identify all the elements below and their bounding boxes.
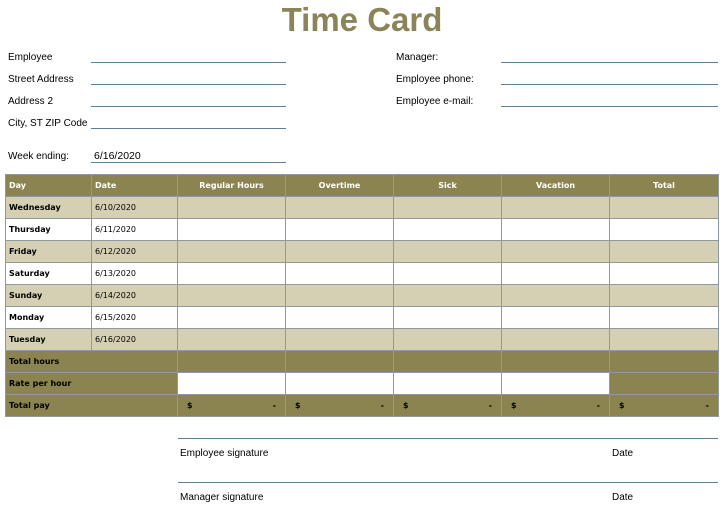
row-day: Tuesday [6, 329, 92, 351]
manager-signature-line[interactable] [178, 482, 718, 483]
table-row [6, 241, 719, 263]
header-date: Date [92, 175, 178, 197]
overtime-cell[interactable] [286, 329, 394, 351]
address2-field[interactable] [91, 106, 286, 107]
city-zip-field[interactable] [91, 128, 286, 129]
city-zip-label: City, ST ZIP Code [8, 118, 88, 129]
regular-hours-cell[interactable] [178, 285, 286, 307]
row-date: 6/14/2020 [92, 285, 178, 307]
pay-vacation [502, 395, 610, 417]
total-hours-row [6, 351, 719, 373]
row-date: 6/16/2020 [92, 329, 178, 351]
rate-per-hour-label: Rate per hour [6, 373, 178, 395]
row-day: Saturday [6, 263, 92, 285]
total-pay-label: Total pay [6, 395, 178, 417]
row-date: 6/12/2020 [92, 241, 178, 263]
header-overtime: Overtime [286, 175, 394, 197]
manager-signature-date-label: Date [612, 492, 634, 503]
row-day: Friday [6, 241, 92, 263]
employee-phone-label: Employee phone: [396, 74, 474, 85]
total-cell [610, 329, 719, 351]
sick-cell[interactable] [394, 307, 502, 329]
table-row [6, 197, 719, 219]
total-hours-label: Total hours [6, 351, 178, 373]
total-sick [394, 351, 502, 373]
page-title: Time Card [281, 1, 443, 38]
row-day: Sunday [6, 285, 92, 307]
vacation-cell[interactable] [502, 197, 610, 219]
regular-hours-cell[interactable] [178, 329, 286, 351]
sick-cell[interactable] [394, 219, 502, 241]
vacation-cell[interactable] [502, 307, 610, 329]
rate-overtime-cell[interactable] [286, 373, 394, 395]
total-pay-row [6, 395, 719, 417]
pay-regular [178, 395, 286, 417]
currency-symbol: $ [295, 401, 301, 410]
overtime-cell[interactable] [286, 241, 394, 263]
time-card-table [5, 174, 719, 417]
pay-overtime [286, 395, 394, 417]
total-cell [610, 219, 719, 241]
sick-cell[interactable] [394, 241, 502, 263]
address2-label: Address 2 [8, 96, 54, 107]
row-day: Thursday [6, 219, 92, 241]
total-regular-hours [178, 351, 286, 373]
street-address-field[interactable] [91, 84, 286, 85]
row-date: 6/13/2020 [92, 263, 178, 285]
employee-phone-field[interactable] [501, 84, 718, 85]
street-address-label: Street Address [8, 74, 74, 85]
overtime-cell[interactable] [286, 285, 394, 307]
pay-dash: - [380, 401, 384, 410]
manager-field[interactable] [501, 62, 718, 63]
currency-symbol: $ [511, 401, 517, 410]
week-ending-label: Week ending: [8, 151, 69, 162]
pay-dash: - [705, 401, 709, 410]
row-day: Monday [6, 307, 92, 329]
pay-dash: - [488, 401, 492, 410]
regular-hours-cell[interactable] [178, 219, 286, 241]
vacation-cell[interactable] [502, 241, 610, 263]
currency-symbol: $ [187, 401, 193, 410]
header-vacation: Vacation [502, 175, 610, 197]
employee-signature-line[interactable] [178, 438, 718, 439]
employee-signature-label: Employee signature [180, 448, 269, 459]
row-date: 6/10/2020 [92, 197, 178, 219]
employee-email-field[interactable] [501, 106, 718, 107]
vacation-cell[interactable] [502, 263, 610, 285]
total-overtime [286, 351, 394, 373]
header-regular-hours: Regular Hours [178, 175, 286, 197]
overtime-cell[interactable] [286, 263, 394, 285]
rate-total-cell [610, 373, 719, 395]
header-total: Total [610, 175, 719, 197]
rate-vacation-cell[interactable] [502, 373, 610, 395]
manager-signature-label: Manager signature [180, 492, 264, 503]
overtime-cell[interactable] [286, 307, 394, 329]
table-header-row [6, 175, 719, 197]
week-ending-field[interactable] [91, 162, 286, 163]
total-vacation [502, 351, 610, 373]
header-day: Day [6, 175, 92, 197]
table-row [6, 263, 719, 285]
total-cell [610, 241, 719, 263]
overtime-cell[interactable] [286, 219, 394, 241]
sick-cell[interactable] [394, 263, 502, 285]
pay-total [610, 395, 719, 417]
pay-sick [394, 395, 502, 417]
row-day: Wednesday [6, 197, 92, 219]
total-cell [610, 263, 719, 285]
table-row [6, 329, 719, 351]
total-cell [610, 285, 719, 307]
table-row [6, 285, 719, 307]
table-row [6, 219, 719, 241]
employee-field[interactable] [91, 62, 286, 63]
table-row [6, 307, 719, 329]
rate-sick-cell[interactable] [394, 373, 502, 395]
sick-cell[interactable] [394, 285, 502, 307]
vacation-cell[interactable] [502, 219, 610, 241]
regular-hours-cell[interactable] [178, 241, 286, 263]
pay-dash: - [596, 401, 600, 410]
vacation-cell[interactable] [502, 329, 610, 351]
overtime-cell[interactable] [286, 197, 394, 219]
sick-cell[interactable] [394, 197, 502, 219]
regular-hours-cell[interactable] [178, 197, 286, 219]
total-cell [610, 307, 719, 329]
manager-label: Manager: [396, 52, 439, 63]
employee-signature-date-label: Date [612, 448, 634, 459]
employee-label: Employee [8, 52, 53, 63]
rate-regular-cell[interactable] [178, 373, 286, 395]
total-cell [610, 197, 719, 219]
pay-dash: - [272, 401, 276, 410]
week-ending-value[interactable]: 6/16/2020 [94, 150, 141, 162]
employee-email-label: Employee e-mail: [396, 96, 474, 107]
row-date: 6/11/2020 [92, 219, 178, 241]
currency-symbol: $ [403, 401, 409, 410]
total-total [610, 351, 719, 373]
sick-cell[interactable] [394, 329, 502, 351]
rate-per-hour-row [6, 373, 719, 395]
regular-hours-cell[interactable] [178, 307, 286, 329]
regular-hours-cell[interactable] [178, 263, 286, 285]
vacation-cell[interactable] [502, 285, 610, 307]
currency-symbol: $ [619, 401, 625, 410]
row-date: 6/15/2020 [92, 307, 178, 329]
header-sick: Sick [394, 175, 502, 197]
